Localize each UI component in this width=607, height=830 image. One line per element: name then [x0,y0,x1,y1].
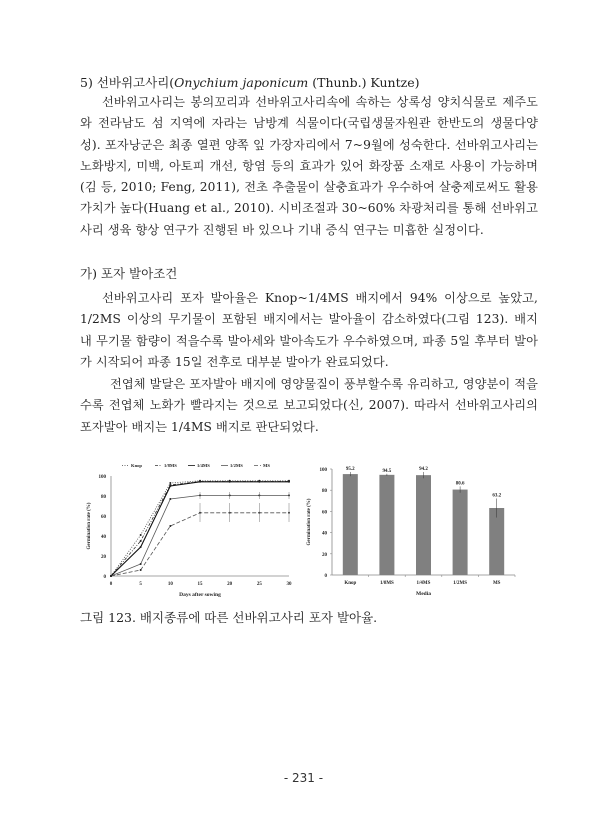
y-tick-label: 80 [322,489,327,495]
x-tick-label: MS [492,581,501,586]
y-tick-label: 0 [324,574,327,579]
x-tick-label: Knop [344,581,357,586]
x-tick-label: 15 [197,582,203,587]
x-tick-label: 10 [167,582,173,587]
x-tick-label: 1/8MS [379,581,394,586]
y-axis-label: Germination rate (%) [87,502,92,550]
bar [489,508,504,575]
data-point [258,481,260,483]
bar-value-label: 80.6 [455,481,465,487]
data-point [140,569,142,571]
x-tick-label: 1/4MS [416,581,431,586]
x-tick-label: 1/2MS [453,581,468,586]
data-point [199,481,201,483]
data-point [169,485,171,487]
y-tick-label: 60 [322,510,327,516]
bar-chart-svg [300,458,525,598]
bar-value-label: 95.2 [345,466,355,472]
section-heading [80,73,419,91]
y-tick-label: 0 [103,575,106,580]
data-point [140,540,142,542]
y-tick-label: 40 [101,535,106,540]
section-title-species: Onychium japonicum [174,75,309,90]
x-axis-label: Media [416,591,431,597]
data-point [140,563,142,565]
y-tick-label: 20 [322,552,327,558]
subsection-heading: 가) 포자 발아조건 [80,266,178,281]
legend-label: 1/4MS [197,463,210,468]
bar [379,475,394,575]
y-tick-label: 20 [101,555,106,560]
intro-paragraph: 선바위고사리는 봉의꼬리과 선바위고사리속에 속하는 상록성 양치식물로 제주도와 전라남도 섬 지역에 자라는 남방계 식물이다(국립생물자원관 한반도의 생물다양성). 포자낭군은 최종 열편 양쪽 잎 가장자리에서 7~9월에 성숙한다. 선바위고사리는 노화방지, 미백, 아토피 개선, 항염 등의 효과가 있어 화장품 소재로 사용이 가능하며(김 등, 2010; Feng, 2011), 전초 추출물이 살충효과가 우수하여 살충제로써도 활용가치가 높다(Huang et al., 2010). 시비조절과 30~60% 차광처리를 통해 선바위고사리 생육 향상 연구가 진행된 바 있으나 기내 증식 연구는 미흡한 실정이다. [80,95,538,237]
section-title-ko: 선바위고사리( [96,75,175,90]
data-point [140,546,142,548]
data-point [229,481,231,483]
legend-label: MS [263,463,270,468]
bar [343,474,358,575]
y-tick-label: 100 [319,468,327,473]
y-tick-label: 80 [101,495,106,500]
data-point [110,575,112,577]
legend-label: 1/2MS [230,463,243,468]
x-tick-label: 30 [286,582,292,587]
x-tick-label: 20 [227,582,233,587]
bar-chart [300,458,525,598]
bar [416,475,431,575]
page-number: - 231 - [283,771,324,785]
bar [453,490,468,575]
y-tick-label: 40 [322,531,327,537]
section-number: 5) [80,75,93,90]
x-tick-label: 25 [256,582,262,587]
y-tick-label: 60 [101,515,106,520]
bar-value-label: 63.2 [492,493,502,499]
data-point [288,481,290,483]
data-point [169,525,171,527]
germination-paragraph: 선바위고사리 포자 발아율은 Knop~1/4MS 배지에서 94% 이상으로 높았고, 1/2MS 이상의 무기물이 포함된 배지에서는 발아율이 감소하였다(그림 123). 배지 내 무기물 함량이 적을수록 발아세와 발아속도가 우수하였으며, 파종 5일 후부터 발아가 시작되어 파종 15일 전후로 대부분 발아가 완료되었다. [80,291,538,369]
x-axis-label: Days after sowing [179,592,221,598]
bar-value-label: 94.5 [382,468,392,474]
x-tick-label: 5 [139,582,142,587]
x-tick-label: 0 [109,582,113,587]
data-point [169,482,171,484]
series-line [111,513,289,576]
data-point [140,534,142,536]
y-axis-label: Germination rate (%) [307,498,312,546]
y-tick-label: 100 [98,475,106,480]
data-point [169,498,171,500]
bar-value-label: 94.2 [419,466,428,472]
legend-label: Knop [131,463,142,468]
line-chart-svg [80,458,305,598]
section-title-authority: (Thunb.) Kuntze) [308,75,420,90]
prothallus-paragraph: 전엽체 발달은 포자발아 배지에 영양물질이 풍부할수록 유리하고, 영양분이 적을수록 전엽체 노화가 빨라지는 것으로 보고되었다(신, 2007). 따라서 선바위고사리의 포자발아 배지는 1/4MS 배지로 판단되었다. [80,377,538,434]
figure-caption: 그림 123. 배지종류에 따른 선바위고사리 포자 발아율. [80,610,378,625]
legend-label: 1/8MS [164,463,177,468]
line-chart [80,458,305,598]
